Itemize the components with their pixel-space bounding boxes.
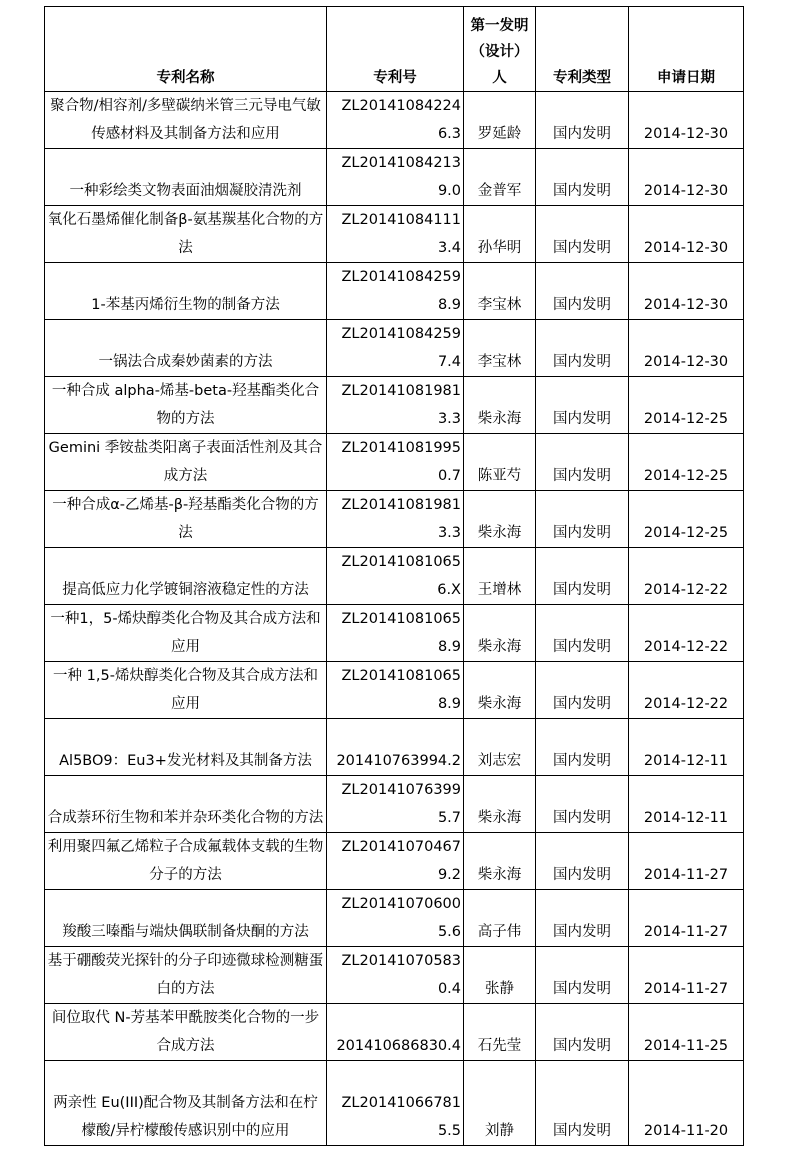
inventor-cell: 金普军 <box>464 149 536 206</box>
patent-number-cell: ZL201410819950.7 <box>327 434 464 491</box>
patent-type-cell: 国内发明 <box>536 320 629 377</box>
inventor-cell: 刘志宏 <box>464 719 536 776</box>
patent-name-cell: 一种合成 alpha-烯基-beta-羟基酯类化合物的方法 <box>45 377 327 434</box>
inventor-cell: 张静 <box>464 947 536 1004</box>
patent-name-cell: 基于硼酸荧光探针的分子印迹微球检测糖蛋白的方法 <box>45 947 327 1004</box>
patent-type-cell: 国内发明 <box>536 890 629 947</box>
patent-name-cell: 提高低应力化学镀铜溶液稳定性的方法 <box>45 548 327 605</box>
inventor-cell: 柴永海 <box>464 833 536 890</box>
table-row <box>45 890 744 947</box>
header-patent-type: 专利类型 <box>536 7 629 92</box>
patent-name-cell: 一种1，5-烯炔醇类化合物及其合成方法和应用 <box>45 605 327 662</box>
application-date-cell: 2014-12-30 <box>629 320 744 377</box>
application-date-cell: 2014-12-25 <box>629 377 744 434</box>
header-first-inventor: 第一发明（设计）人 <box>464 7 536 92</box>
table-row <box>45 1004 744 1061</box>
patent-type-cell: 国内发明 <box>536 605 629 662</box>
application-date-cell: 2014-11-25 <box>629 1004 744 1061</box>
patent-type-cell: 国内发明 <box>536 377 629 434</box>
inventor-cell: 刘静 <box>464 1061 536 1146</box>
patent-number-cell: ZL201410842246.3 <box>327 92 464 149</box>
table-row <box>45 719 744 776</box>
inventor-cell: 柴永海 <box>464 605 536 662</box>
patent-type-cell: 国内发明 <box>536 263 629 320</box>
header-patent-name: 专利名称 <box>45 7 327 92</box>
table-row <box>45 491 744 548</box>
patent-number-cell: ZL201410819813.3 <box>327 491 464 548</box>
inventor-cell: 高子伟 <box>464 890 536 947</box>
patent-name-cell: 1-苯基丙烯衍生物的制备方法 <box>45 263 327 320</box>
patent-name-cell: Al5BO9：Eu3+发光材料及其制备方法 <box>45 719 327 776</box>
patent-name-cell: 一种合成α-乙烯基-β-羟基酯类化合物的方法 <box>45 491 327 548</box>
inventor-cell: 陈亚芍 <box>464 434 536 491</box>
application-date-cell: 2014-11-27 <box>629 833 744 890</box>
patent-type-cell: 国内发明 <box>536 1061 629 1146</box>
table-row <box>45 92 744 149</box>
table-row <box>45 206 744 263</box>
header-patent-number: 专利号 <box>327 7 464 92</box>
patent-type-cell: 国内发明 <box>536 149 629 206</box>
application-date-cell: 2014-12-22 <box>629 548 744 605</box>
inventor-cell: 石先莹 <box>464 1004 536 1061</box>
table-row <box>45 149 744 206</box>
patent-name-cell: 合成萘环衍生物和苯并杂环类化合物的方法 <box>45 776 327 833</box>
inventor-cell: 孙华明 <box>464 206 536 263</box>
patent-number-cell: ZL201410842598.9 <box>327 263 464 320</box>
table-row <box>45 833 744 890</box>
application-date-cell: 2014-12-30 <box>629 263 744 320</box>
application-date-cell: 2014-11-20 <box>629 1061 744 1146</box>
table-row <box>45 263 744 320</box>
inventor-cell: 柴永海 <box>464 662 536 719</box>
patent-number-cell: ZL201410842139.0 <box>327 149 464 206</box>
application-date-cell: 2014-11-27 <box>629 890 744 947</box>
patent-type-cell: 国内发明 <box>536 92 629 149</box>
application-date-cell: 2014-12-30 <box>629 92 744 149</box>
patent-number-cell: ZL201410810658.9 <box>327 662 464 719</box>
application-date-cell: 2014-12-30 <box>629 149 744 206</box>
patent-name-cell: 一种 1,5-烯炔醇类化合物及其合成方法和应用 <box>45 662 327 719</box>
application-date-cell: 2014-11-27 <box>629 947 744 1004</box>
patent-name-cell: Gemini 季铵盐类阳离子表面活性剂及其合成方法 <box>45 434 327 491</box>
patent-number-cell: ZL201410841113.4 <box>327 206 464 263</box>
application-date-cell: 2014-12-11 <box>629 776 744 833</box>
patent-name-cell: 羧酸三嗪酯与端炔偶联制备炔酮的方法 <box>45 890 327 947</box>
patent-type-cell: 国内发明 <box>536 719 629 776</box>
patent-name-cell: 利用聚四氟乙烯粒子合成氟载体支载的生物分子的方法 <box>45 833 327 890</box>
application-date-cell: 2014-12-22 <box>629 662 744 719</box>
table-row <box>45 947 744 1004</box>
patent-type-cell: 国内发明 <box>536 434 629 491</box>
application-date-cell: 2014-12-11 <box>629 719 744 776</box>
table-row <box>45 662 744 719</box>
table-row <box>45 548 744 605</box>
inventor-cell: 王增林 <box>464 548 536 605</box>
header-application-date: 申请日期 <box>629 7 744 92</box>
inventor-cell: 柴永海 <box>464 491 536 548</box>
patent-type-cell: 国内发明 <box>536 833 629 890</box>
patent-number-cell: 201410763994.2 <box>327 719 464 776</box>
patent-type-cell: 国内发明 <box>536 776 629 833</box>
inventor-cell: 罗延龄 <box>464 92 536 149</box>
patent-number-cell: ZL201410667815.5 <box>327 1061 464 1146</box>
patent-type-cell: 国内发明 <box>536 947 629 1004</box>
patent-number-cell: ZL201410704679.2 <box>327 833 464 890</box>
patent-name-cell: 氧化石墨烯催化制备β-氨基羰基化合物的方法 <box>45 206 327 263</box>
inventor-cell: 李宝林 <box>464 263 536 320</box>
patent-number-cell: ZL201410706005.6 <box>327 890 464 947</box>
patent-number-cell: ZL201410705830.4 <box>327 947 464 1004</box>
patent-type-cell: 国内发明 <box>536 1004 629 1061</box>
patent-number-cell: ZL201410810656.X <box>327 548 464 605</box>
inventor-cell: 柴永海 <box>464 377 536 434</box>
patent-number-cell: ZL201410819813.3 <box>327 377 464 434</box>
table-row <box>45 776 744 833</box>
patent-type-cell: 国内发明 <box>536 491 629 548</box>
patent-number-cell: ZL201410810658.9 <box>327 605 464 662</box>
table-row <box>45 377 744 434</box>
application-date-cell: 2014-12-25 <box>629 434 744 491</box>
patent-type-cell: 国内发明 <box>536 662 629 719</box>
application-date-cell: 2014-12-22 <box>629 605 744 662</box>
patent-number-cell: 201410686830.4 <box>327 1004 464 1061</box>
patent-name-cell: 间位取代 N-芳基苯甲酰胺类化合物的一步合成方法 <box>45 1004 327 1061</box>
application-date-cell: 2014-12-30 <box>629 206 744 263</box>
table-row <box>45 1061 744 1146</box>
inventor-cell: 李宝林 <box>464 320 536 377</box>
patent-type-cell: 国内发明 <box>536 548 629 605</box>
application-date-cell: 2014-12-25 <box>629 491 744 548</box>
header-row <box>45 7 744 92</box>
patent-name-cell: 一锅法合成秦妙菌素的方法 <box>45 320 327 377</box>
patent-number-cell: ZL201410763995.7 <box>327 776 464 833</box>
patent-name-cell: 聚合物/相容剂/多壁碳纳米管三元导电气敏传感材料及其制备方法和应用 <box>45 92 327 149</box>
patent-type-cell: 国内发明 <box>536 206 629 263</box>
patent-number-cell: ZL201410842597.4 <box>327 320 464 377</box>
table-row <box>45 434 744 491</box>
table-row <box>45 320 744 377</box>
inventor-cell: 柴永海 <box>464 776 536 833</box>
patent-name-cell: 两亲性 Eu(III)配合物及其制备方法和在柠檬酸/异柠檬酸传感识别中的应用 <box>45 1061 327 1146</box>
table-row <box>45 605 744 662</box>
patent-table <box>44 6 744 1146</box>
patent-name-cell: 一种彩绘类文物表面油烟凝胶清洗剂 <box>45 149 327 206</box>
